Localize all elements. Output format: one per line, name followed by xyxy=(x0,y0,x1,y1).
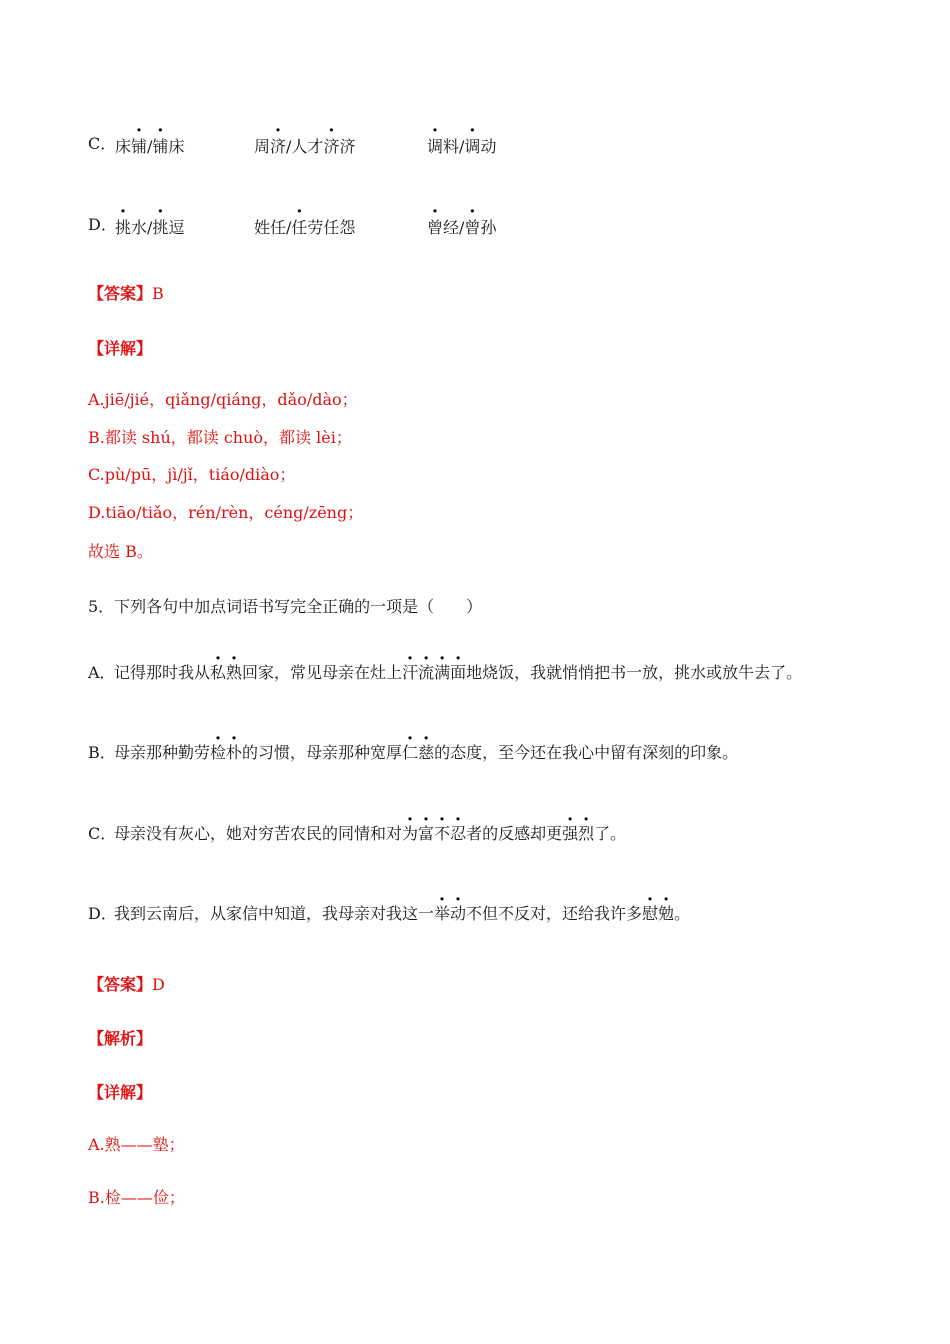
q5-detail-heading xyxy=(88,1083,152,1103)
dotted-char: 朴 xyxy=(226,743,243,762)
option-c-group-2 xyxy=(254,134,355,157)
option-c-row xyxy=(88,134,117,154)
word-char: 床 xyxy=(168,137,185,156)
option-text: 的习惯，母亲那种宽厚 xyxy=(242,743,403,762)
dotted-char: 满 xyxy=(434,663,451,682)
option-d-group-1 xyxy=(115,215,184,238)
word-char: 劳任怨 xyxy=(307,218,356,237)
dotted-char: 烈 xyxy=(578,824,595,843)
q5-option-b xyxy=(88,743,738,763)
option-text: 母亲没有灰心，她对穷苦农民的同情和对 xyxy=(114,824,403,843)
word-char: 经/ xyxy=(443,218,465,237)
option-label: C． xyxy=(88,134,117,153)
q5-option-d xyxy=(88,904,690,924)
dotted-char: 济 xyxy=(323,137,340,156)
detail-line-b: B.都读 shú，都读 chuò，都读 lèi； xyxy=(88,428,352,447)
dotted-char: 私 xyxy=(210,663,227,682)
option-label: D． xyxy=(88,904,117,923)
option-text: 地烧饭，我就悄悄把书一放，挑水或放牛去了。 xyxy=(466,663,803,682)
option-label: B． xyxy=(88,743,116,762)
option-text: 记得那时我从 xyxy=(114,663,211,682)
detail-line-a: A.jiē/jié，qiǎng/qiáng，dǎo/dào； xyxy=(88,390,358,409)
dotted-char: 曾 xyxy=(427,218,444,237)
separator: / xyxy=(147,137,153,156)
q4-answer xyxy=(88,284,164,304)
word-char: 动 xyxy=(480,137,497,156)
dotted-char: 为 xyxy=(402,824,419,843)
word-char: 水/ xyxy=(131,218,153,237)
option-text: 回家，常见母亲在灶上 xyxy=(242,663,403,682)
answer-heading: 【答案】 xyxy=(88,975,153,994)
dotted-char: 仁 xyxy=(402,743,419,762)
option-d-group-2 xyxy=(254,215,355,238)
option-text: 者的反感却更 xyxy=(466,824,563,843)
answer-heading: 【答案】 xyxy=(88,284,153,303)
option-c-group-1 xyxy=(115,134,184,157)
dotted-char: 慈 xyxy=(418,743,435,762)
q5-analysis-heading xyxy=(88,1029,152,1049)
separator: /人才 xyxy=(286,137,324,156)
q5-stem: 5．下列各句中加点词语书写完全正确的一项是（ ） xyxy=(88,597,483,616)
dotted-word xyxy=(402,743,434,762)
dotted-char: 富 xyxy=(418,824,435,843)
word-char: 床 xyxy=(115,137,132,156)
word-char: 济 xyxy=(339,137,356,156)
dotted-char: 铺 xyxy=(152,137,169,156)
option-d-row xyxy=(88,215,117,235)
option-text: 的态度，至今还在我心中留有深刻的印象。 xyxy=(434,743,739,762)
dotted-char: 忍 xyxy=(450,824,467,843)
dotted-char: 熟 xyxy=(226,663,243,682)
word-char: 料/ xyxy=(443,137,465,156)
word-char: 孙 xyxy=(480,218,497,237)
dotted-char: 流 xyxy=(418,663,435,682)
dotted-char: 济 xyxy=(270,137,287,156)
q5-option-a xyxy=(88,663,802,683)
detail-heading: 【详解】 xyxy=(88,339,153,358)
option-text: 了。 xyxy=(594,824,627,843)
answer-value: B xyxy=(152,284,164,303)
answer-value: D xyxy=(152,975,165,994)
detail-line-d: D.tiāo/tiǎo，rén/rèn，céng/zēng； xyxy=(88,503,364,522)
dotted-char: 调 xyxy=(427,137,444,156)
option-text: 不但不反对，还给我许多 xyxy=(466,904,643,923)
word-char: 周 xyxy=(254,137,271,156)
dotted-char: 不 xyxy=(434,824,451,843)
dotted-char: 强 xyxy=(562,824,579,843)
dotted-char: 调 xyxy=(464,137,481,156)
dotted-word xyxy=(402,824,466,843)
word-char: 逗 xyxy=(168,218,185,237)
dotted-char: 挑 xyxy=(152,218,169,237)
analysis-heading: 【解析】 xyxy=(88,1029,153,1048)
dotted-char: 面 xyxy=(450,663,467,682)
option-d-group-3 xyxy=(427,215,496,238)
dotted-word xyxy=(210,743,242,762)
dotted-char: 挑 xyxy=(115,218,132,237)
option-c-group-3 xyxy=(427,134,496,157)
q5-option-c xyxy=(88,824,626,844)
option-text: 。 xyxy=(674,904,691,923)
dotted-char: 慰 xyxy=(642,904,659,923)
dotted-word xyxy=(642,904,674,923)
detail-conclusion: 故选 B。 xyxy=(88,542,153,561)
detail-line-c: C.pù/pū，jì/jǐ，tiáo/diào； xyxy=(88,465,296,484)
dotted-char: 汗 xyxy=(402,663,419,682)
q5-detail-line-a: A.熟——塾； xyxy=(88,1135,185,1154)
dotted-char: 铺 xyxy=(131,137,148,156)
detail-heading: 【详解】 xyxy=(88,1083,153,1102)
option-label: A． xyxy=(88,663,116,682)
dotted-word xyxy=(434,904,466,923)
q4-detail-heading xyxy=(88,339,152,359)
word-char: 姓任/ xyxy=(254,218,292,237)
dotted-char: 勉 xyxy=(658,904,675,923)
option-text: 母亲那种勤劳 xyxy=(114,743,211,762)
dotted-char: 任 xyxy=(291,218,308,237)
dotted-word xyxy=(402,663,466,682)
option-text: 我到云南后，从家信中知道，我母亲对我这一 xyxy=(114,904,435,923)
q5-detail-line-b: B.检——俭； xyxy=(88,1188,185,1207)
dotted-word xyxy=(562,824,594,843)
dotted-char: 曾 xyxy=(464,218,481,237)
dotted-char: 检 xyxy=(210,743,227,762)
dotted-char: 举 xyxy=(434,904,451,923)
dotted-word xyxy=(210,663,242,682)
option-label: C． xyxy=(88,824,117,843)
option-label: D． xyxy=(88,215,117,234)
q5-answer xyxy=(88,975,165,995)
dotted-char: 动 xyxy=(450,904,467,923)
